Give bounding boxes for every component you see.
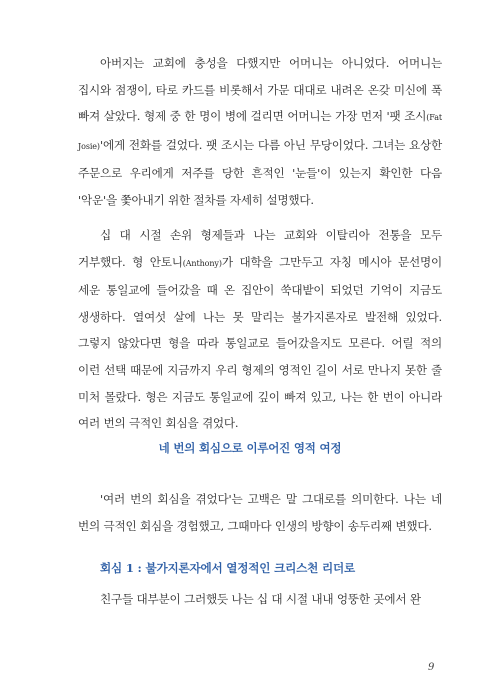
inline-note-fat-josie: (Fat Josie): [78, 113, 442, 151]
sub-heading-conversion-1: 회심 1 : 불가지론자에서 열정적인 크리스천 리더로: [100, 561, 355, 575]
paragraph-text: 십 대 시절 손위 형제들과 나는 교회와 이탈리아 전통을 모두 거부했다. 형 안토니: [78, 228, 442, 269]
paragraph-text: 가 대학을 그만두고 자칭 메시아 문선명이 세운 통일교에 들어갔을 때 온 집안이 쑥대밭이 되었던 기억이 지금도 생생하다. 열여섯 살에 나는 못 말리는 불가지론자로 발전해 있었다. 그렇지 않았다면 형을 따라 통일교로 들어갔을지도 모른다. 어릴 적의 이런 선택 때문에 지금까지 우리 형제의 영적인 길이 서로 만나지 못한 줄 미처 몰랐다. 형은 지금도 통일교에 깊이 빠져 있고, 나는 한 번이 아니라 여러 번의 극적인 회심을 겪었다.: [78, 254, 442, 431]
paragraph-text: '에게 전화를 걸었다. 팻 조시는 다름 아닌 무당이었다. 그녀는 요상한 주문으로 우리에게 저주를 당한 흔적인 '눈들'이 있는지 확인한 다음 '악운'을 쫓아내기 위한 절차를 자세히 설명했다.: [78, 137, 442, 207]
paragraph-teen-years: [78, 222, 442, 437]
paragraph-text: 아버지는 교회에 충성을 다했지만 어머니는 아니었다. 어머니는 집시와 점쟁이, 타로 카드를 비롯해서 가문 대대로 내려온 온갖 미신에 푹 빠져 살았다. 형제 중 한 명이 병에 걸리면 어머니는 가장 먼저 '팻 조시: [78, 56, 442, 124]
paragraph-conversions: '여러 번의 회심을 겪었다'는 고백은 말 그대로를 의미한다. 나는 네 번의 극적인 회심을 경험했고, 그때마다 인생의 방향이 송두리째 변했다.: [78, 492, 442, 533]
section-heading: 네 번의 회심으로 이루어진 영적 여정: [158, 441, 342, 455]
inline-note-anthony: (Anthony): [182, 258, 222, 268]
paragraph-mother-superstition: [78, 50, 442, 214]
paragraph-friends: 친구들 대부분이 그러했듯 나는 십 대 시절 내내 엉뚱한 곳에서 완: [100, 592, 421, 606]
page-number: 9: [428, 662, 435, 673]
